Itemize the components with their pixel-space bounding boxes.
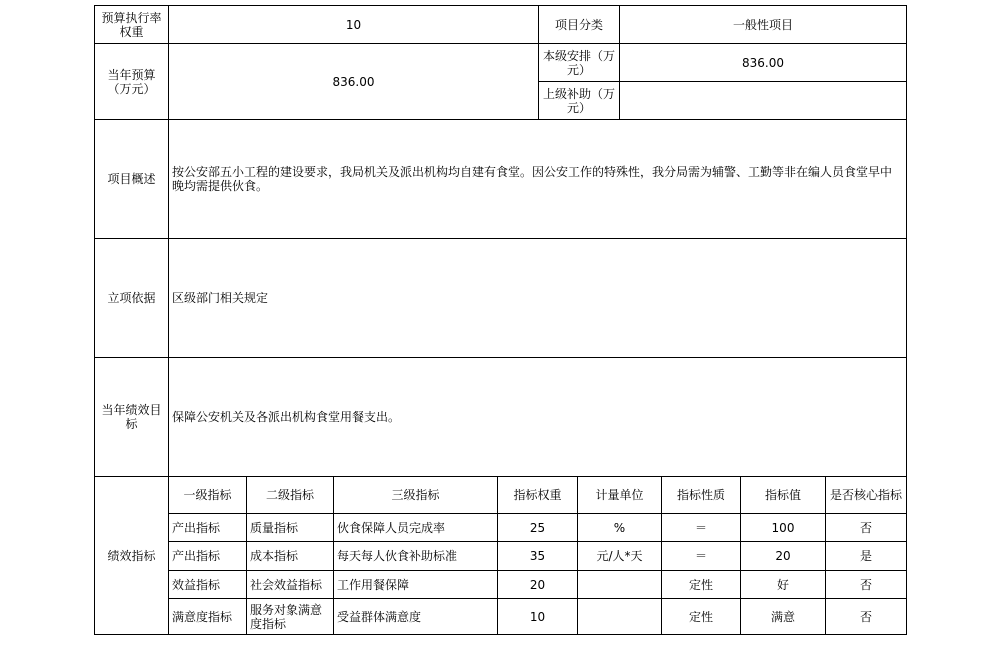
table-row — [95, 542, 907, 571]
table-cell: 满意度指标 — [169, 599, 247, 635]
table-cell: 定性 — [662, 599, 741, 635]
table-cell — [578, 599, 662, 635]
table-cell: 定性 — [662, 571, 741, 599]
table-cell: 元/人*天 — [578, 542, 662, 571]
goal-label: 当年绩效目标 — [95, 358, 169, 477]
performance-label: 绩效指标 — [95, 477, 169, 635]
table-cell: 成本指标 — [247, 542, 334, 571]
table-cell: 满意 — [741, 599, 826, 635]
table-cell: 受益群体满意度 — [334, 599, 498, 635]
table-cell: 服务对象满意度指标 — [247, 599, 334, 635]
table-cell — [578, 571, 662, 599]
table-cell: 伙食保障人员完成率 — [334, 514, 498, 542]
table-cell: 每天每人伙食补助标准 — [334, 542, 498, 571]
header-cell: 一级指标 — [169, 477, 247, 514]
table-row — [95, 571, 907, 599]
performance-table — [94, 476, 907, 635]
header-cell: 三级指标 — [334, 477, 498, 514]
table-row — [95, 514, 907, 542]
overview-label: 项目概述 — [95, 120, 169, 239]
upper-label: 上级补助（万元） — [539, 82, 620, 120]
table-cell: 效益指标 — [169, 571, 247, 599]
table-cell: 产出指标 — [169, 542, 247, 571]
overview-text: 按公安部五小工程的建设要求，我局机关及派出机构均自建有食堂。因公安工作的特殊性，我分局需为辅警、工勤等非在编人员食堂早中晚均需提供伙食。 — [169, 120, 907, 239]
budget-label: 当年预算（万元） — [95, 44, 169, 120]
header-cell: 指标值 — [741, 477, 826, 514]
table-cell: 是 — [826, 542, 907, 571]
table-cell: 社会效益指标 — [247, 571, 334, 599]
local-label: 本级安排（万元） — [539, 44, 620, 82]
header-cell: 指标性质 — [662, 477, 741, 514]
table-cell: 20 — [741, 542, 826, 571]
table-row — [95, 599, 907, 635]
table-cell: ＝ — [662, 514, 741, 542]
table-cell: 20 — [498, 571, 578, 599]
table-cell: 否 — [826, 514, 907, 542]
category-label: 项目分类 — [539, 6, 620, 44]
upper-value — [620, 82, 907, 120]
header-cell: 计量单位 — [578, 477, 662, 514]
table-cell: 100 — [741, 514, 826, 542]
table-cell: 工作用餐保障 — [334, 571, 498, 599]
table-cell: 好 — [741, 571, 826, 599]
header-cell: 指标权重 — [498, 477, 578, 514]
goal-text: 保障公安机关及各派出机构食堂用餐支出。 — [169, 358, 907, 477]
table-cell: 否 — [826, 599, 907, 635]
weight-label: 预算执行率权重 — [95, 6, 169, 44]
basis-label: 立项依据 — [95, 239, 169, 358]
project-info-table — [94, 5, 907, 477]
table-cell: 产出指标 — [169, 514, 247, 542]
local-value: 836.00 — [620, 44, 907, 82]
weight-value: 10 — [169, 6, 539, 44]
budget-value: 836.00 — [169, 44, 539, 120]
header-cell: 二级指标 — [247, 477, 334, 514]
table-cell: 否 — [826, 571, 907, 599]
basis-text: 区级部门相关规定 — [169, 239, 907, 358]
table-cell: 质量指标 — [247, 514, 334, 542]
category-value: 一般性项目 — [620, 6, 907, 44]
header-cell: 是否核心指标 — [826, 477, 907, 514]
table-cell: 35 — [498, 542, 578, 571]
table-cell: % — [578, 514, 662, 542]
table-cell: 25 — [498, 514, 578, 542]
project-form — [94, 5, 906, 635]
table-cell: ＝ — [662, 542, 741, 571]
table-cell: 10 — [498, 599, 578, 635]
